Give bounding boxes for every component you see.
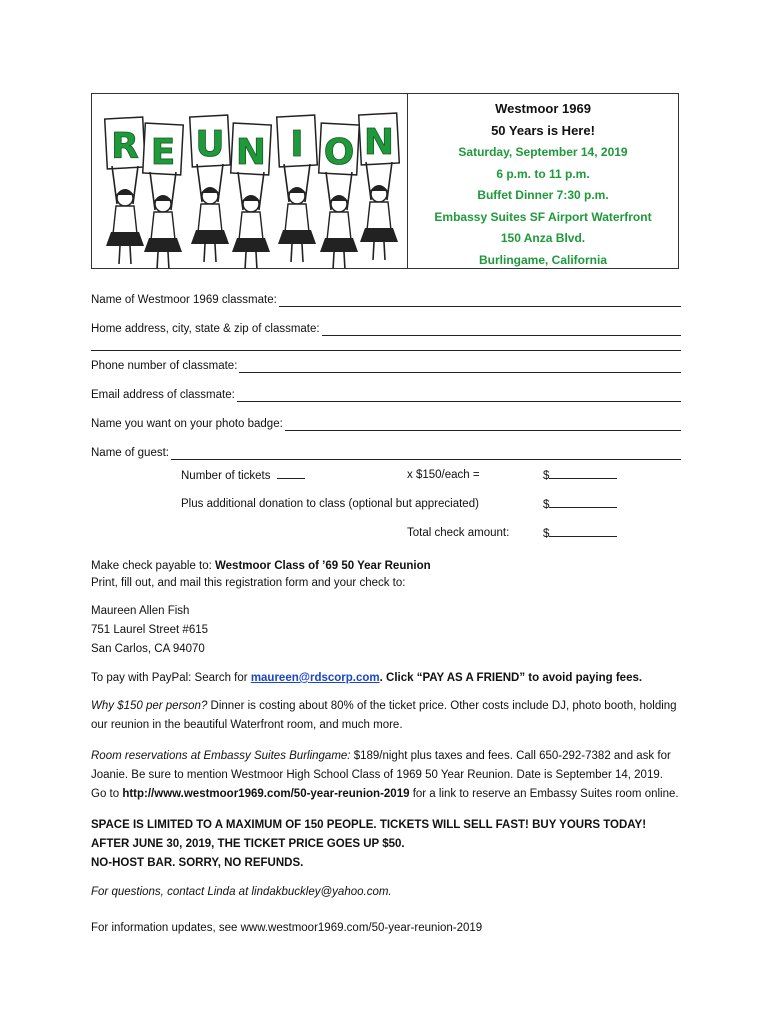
event-details: [408, 94, 678, 268]
total-blank[interactable]: [549, 526, 617, 537]
address-street: 751 Laurel Street #615: [91, 623, 209, 636]
notice-block: [91, 816, 681, 873]
reunion-sign: [359, 113, 400, 165]
mail-instruction: Print, fill out, and mail this registration form and your check to:: [91, 577, 406, 590]
paypal-prefix: To pay with PayPal: Search for: [91, 671, 251, 684]
field-classmate-name[interactable]: [91, 291, 681, 307]
field-label: Name of Westmoor 1969 classmate:: [91, 293, 277, 306]
notice-space-limited: SPACE IS LIMITED TO A MAXIMUM OF 150 PEOPLE. TICKETS WILL SELL FAST! BUY YOURS TODAY!: [91, 819, 647, 832]
reunion-letter: N: [235, 132, 267, 173]
total-amount[interactable]: [543, 526, 617, 541]
tickets-subtotal[interactable]: [543, 468, 617, 483]
field-email[interactable]: [91, 386, 681, 402]
reunion-illustration: [92, 94, 408, 268]
field-line[interactable]: [237, 390, 681, 402]
field-home-address[interactable]: [91, 320, 681, 336]
reunion-sign: [277, 115, 318, 167]
reunion-sign: [143, 123, 184, 175]
donation-amount[interactable]: [543, 497, 617, 512]
reunion-letter: R: [111, 126, 139, 167]
field-label: Home address, city, state & zip of classmate:: [91, 322, 320, 335]
reunion-sign: [105, 117, 146, 169]
cheerleader-figure: [232, 172, 270, 268]
event-title: Westmoor 1969: [495, 101, 591, 116]
field-line[interactable]: [171, 448, 681, 460]
field-guest-name[interactable]: [91, 444, 681, 460]
payable-section: [91, 559, 681, 591]
field-label: Email address of classmate:: [91, 388, 235, 401]
cheerleader-figure: [320, 172, 358, 268]
notice-price-increase: AFTER JUNE 30, 2019, THE TICKET PRICE GOES UP $50.: [91, 838, 405, 851]
notice-no-refunds: NO-HOST BAR. SORRY, NO REFUNDS.: [91, 857, 304, 870]
reunion-letter: E: [150, 132, 176, 173]
payable-name: Westmoor Class of ’69 50 Year Reunion: [215, 560, 431, 572]
dollar-sign: $: [543, 470, 550, 482]
reunion-letter: N: [363, 122, 395, 163]
cheerleader-figure: [106, 166, 144, 264]
field-line[interactable]: [279, 295, 681, 307]
payable-prefix: Make check payable to:: [91, 560, 216, 572]
classmate-fields: [91, 291, 681, 460]
room-text-end: for a link to reserve an Embassy Suites room online.: [409, 788, 679, 801]
ticket-price: x $150/each =: [407, 469, 480, 481]
reunion-cheerleaders-image: [92, 94, 406, 268]
event-dinner: Buffet Dinner 7:30 p.m.: [477, 188, 609, 202]
field-label: Phone number of classmate:: [91, 359, 238, 372]
ticket-section: [91, 468, 681, 556]
event-venue: Embassy Suites SF Airport Waterfront: [434, 209, 652, 224]
field-label: Name you want on your photo badge:: [91, 417, 283, 430]
field-phone[interactable]: [91, 357, 681, 373]
paypal-line: [91, 671, 681, 685]
reunion-letter: O: [323, 132, 355, 173]
cheerleader-figure: [191, 164, 229, 262]
field-badge-name[interactable]: [91, 415, 681, 431]
field-line[interactable]: [285, 419, 681, 431]
field-line[interactable]: [239, 361, 681, 373]
tickets-count-row[interactable]: [181, 468, 305, 483]
tickets-count-label: Number of tickets: [181, 470, 271, 482]
event-subtitle: 50 Years is Here!: [491, 123, 595, 138]
paypal-email-link[interactable]: maureen@rdscorp.com: [250, 671, 380, 684]
room-lead: Room reservations at Embassy Suites Burlingame:: [91, 750, 351, 763]
mailing-address: [91, 602, 681, 659]
reunion-sign: [231, 123, 272, 175]
header-box: [91, 93, 679, 269]
event-date: Saturday, September 14, 2019: [458, 145, 628, 159]
reunion-letter: I: [290, 124, 304, 165]
payable-line: [91, 559, 681, 573]
room-reservations: [91, 747, 681, 804]
why-text: Dinner is costing about 80% of the ticket price. Other costs include DJ, photo booth, holding our reunion in the beautiful Waterfront room, and much more.: [91, 700, 677, 732]
form-content: [91, 93, 681, 935]
event-time: 6 p.m. to 11 p.m.: [496, 166, 590, 181]
address-name: Maureen Allen Fish: [91, 604, 190, 617]
dollar-sign: $: [543, 528, 550, 540]
event-city: Burlingame, California: [478, 252, 608, 267]
field-line[interactable]: [322, 324, 681, 336]
donation-label: Plus additional donation to class (optional but appreciated): [181, 498, 479, 510]
why-lead: Why $150 per person?: [91, 700, 208, 713]
contact-line: For questions, contact Linda at lindakbuckley@yahoo.com.: [91, 886, 392, 899]
reunion-letter: U: [195, 124, 225, 165]
event-street: 150 Anza Blvd.: [500, 231, 586, 245]
reunion-sign: [319, 123, 360, 175]
cheerleader-figure: [144, 172, 182, 268]
paypal-suffix: . Click “PAY AS A FRIEND” to avoid paying fees.: [379, 671, 643, 684]
field-label: Name of guest:: [91, 446, 169, 459]
field-home-address-line-2[interactable]: [91, 340, 681, 351]
cheerleader-figure: [278, 164, 316, 262]
subtotal-blank[interactable]: [549, 468, 617, 479]
reunion-sign: [190, 115, 231, 167]
tickets-count-blank[interactable]: [277, 468, 305, 479]
room-text: $189/night plus taxes and fees. Call 650-292-7382 and ask for Joanie. Be sure to mention Westmoor High School Class of 1969 50 Year Reunion. Date is September 14, 2019. Go to: [91, 750, 671, 801]
cheerleader-figure: [360, 162, 398, 260]
total-label: Total check amount:: [407, 527, 510, 539]
price-explanation: [91, 697, 681, 735]
dollar-sign: $: [543, 499, 550, 511]
address-city: San Carlos, CA 94070: [91, 642, 205, 655]
reunion-url-link[interactable]: http://www.westmoor1969.com/50-year-reunion-2019: [122, 788, 410, 801]
updates-line: For information updates, see www.westmoor1969.com/50-year-reunion-2019: [91, 921, 483, 934]
donation-blank[interactable]: [549, 497, 617, 508]
